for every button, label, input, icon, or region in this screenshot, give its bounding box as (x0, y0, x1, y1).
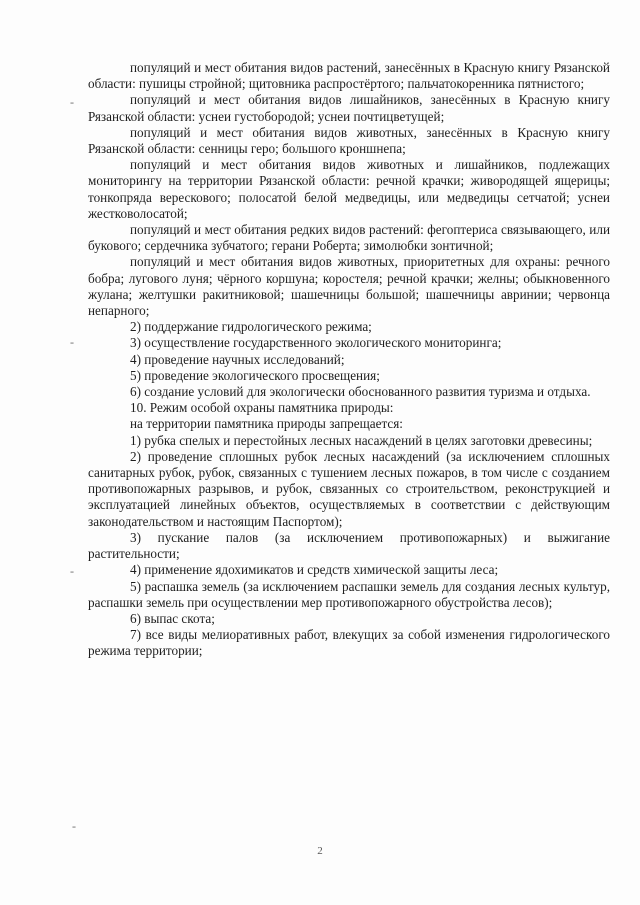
paragraph: на территории памятника природы запрещается: (130, 416, 403, 432)
paragraph: популяций и мест обитания редких видов растений: фегоптериса связывающего, или букового; сердечника зубчатого; герани Роберта; зимолюбки зонтичной; (88, 222, 610, 254)
paragraph: популяций и мест обитания видов животных, занесённых в Красную книгу Рязанской области: сенницы геро; большого кроншнепа; (88, 124, 610, 157)
list-item: 5) проведение экологического просвещения; (130, 367, 380, 383)
list-item: 3) осуществление государственного экологического мониторинга; (130, 335, 502, 351)
section-heading: 10. Режим особой охраны памятника природы: (130, 400, 394, 416)
list-item: 4) проведение научных исследований; (130, 351, 345, 367)
page-number: 2 (317, 845, 323, 857)
list-item: 2) проведение сплошных рубок лесных насаждений (за исключением сплошных санитарных рубок, рубок, связанных с тушением лесных пожаров, в том числе с созданием противопожарных разрывов, и рубок, связанных со строительством, реконструкцией и эксплуатацией линейных объектов, осуществляемых в соответствии с действующим законодательством и настоящим Паспортом); (88, 448, 610, 529)
paragraph: популяций и мест обитания видов животных и лишайников, подлежащих мониторингу на территории Рязанской области: речной крачки; живородящей ящерицы; тонкопряда верескового; полосатой белой медведицы, или медведицы сетчатой; уснеи жестковолосатой; (88, 157, 610, 221)
list-item: 3) пускание палов (за исключением противопожарных) и выжигание растительности; (88, 529, 610, 562)
margin-mark: - (70, 95, 74, 109)
paragraph: популяций и мест обитания видов растений, занесённых в Красную книгу Рязанской области: пушицы стройной; щитовника распростёртого; пальчатокоренника пятнистого; (88, 60, 610, 92)
margin-mark: - (70, 335, 74, 349)
margin-mark: - (72, 819, 76, 833)
paragraph: популяций и мест обитания видов лишайников, занесённых в Красную книгу Рязанской области: уснеи густобородой; уснеи почтицветущей; (88, 92, 610, 124)
document-body (88, 60, 610, 660)
list-item: 7) все виды мелиоративных работ, влекущих за собой изменения гидрологического режима территории; (88, 627, 610, 659)
list-item: 4) применение ядохимикатов и средств химической защиты леса; (130, 562, 499, 578)
paragraph: популяций и мест обитания видов животных, приоритетных для охраны: речного бобра; лугового луня; чёрного коршуна; коростеля; речной крачки; желны; обыкновенного жулана; желтушки ракитниковой; шашечницы большой; шашечницы авринии; червонца непарного; (88, 254, 610, 319)
list-item: 6) выпас скота; (130, 610, 215, 626)
list-item: 2) поддержание гидрологического режима; (130, 319, 372, 335)
margin-mark: - (70, 564, 74, 578)
list-item: 1) рубка спелых и перестойных лесных насаждений в целях заготовки древесины; (130, 432, 593, 448)
list-item: 6) создание условий для экологически обоснованного развития туризма и отдыха. (130, 384, 591, 400)
list-item: 5) распашка земель (за исключением распашки земель для создания лесных культур, распашки земель при осуществлении мер противопожарного обустройства лесов); (88, 578, 610, 610)
